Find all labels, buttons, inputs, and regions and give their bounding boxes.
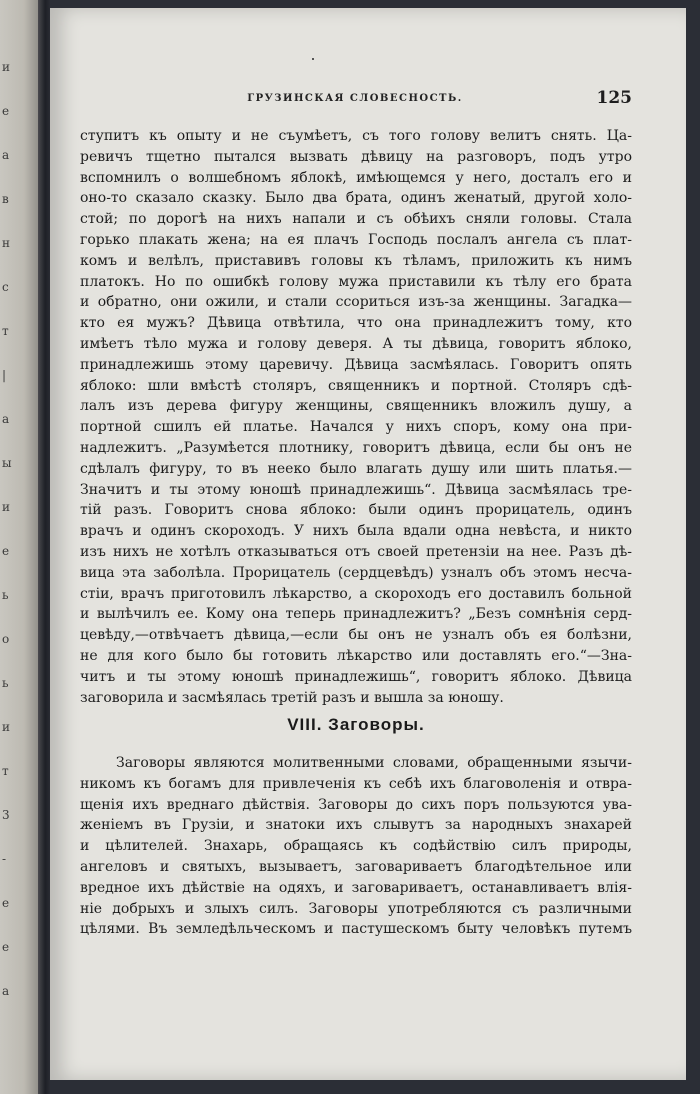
left-page-fragment: | [2, 368, 7, 382]
print-speck [312, 58, 314, 60]
text-line: не для кого было бы готовить лѣкарство или доставлять его.“—Зна- [80, 647, 632, 664]
text-line: портной сшилъ ей платье. Начался у нихъ споръ, кому она при- [80, 419, 632, 436]
left-page-fragment: е [2, 544, 10, 558]
left-page-fragment: и [2, 720, 10, 734]
left-page-fragment: е [2, 896, 10, 910]
book-page [50, 8, 686, 1080]
text-line: тій разъ. Говоритъ снова яблоко: были одинъ прорицатель, одинъ [80, 502, 632, 519]
text-line: цѣлями. Въ земледѣльческомъ и пастушескомъ быту человѣкъ путемъ [80, 921, 632, 938]
text-line: платокъ. Но по ошибкѣ голову мужа приставили къ тѣлу его брата [80, 273, 632, 290]
left-page-fragment: е [2, 104, 10, 118]
text-line: имѣетъ тѣло мужа и голову деверя. А ты дѣвица, говоритъ яблоко, [80, 335, 632, 352]
text-line: женіемъ въ Грузіи, и знатоки ихъ слывутъ за народныхъ знахарей [80, 817, 632, 834]
left-page-fragment: а [2, 412, 10, 426]
left-page-fragment: т [2, 764, 9, 778]
page-number: 125 [596, 88, 632, 108]
text-line: и вылѣчилъ ее. Кому она теперь принадлежитъ? „Безъ сомнѣнія серд- [80, 606, 632, 623]
text-line: вица эта заболѣла. Прорицатель (сердцевѣдъ) узналъ объ этомъ несча- [80, 564, 632, 581]
left-page-fragment: - [2, 852, 7, 866]
text-line: заговорила и засмѣялась третій разъ и вышла за юношу. [80, 689, 504, 706]
text-line: вспомнилъ о волшебномъ яблокѣ, имѣющемся у него, досталъ его и [80, 169, 632, 186]
left-page-fragment: и [2, 60, 10, 74]
text-line: комъ и велѣлъ, приставивъ головы къ тѣламъ, приложить къ нимъ [80, 252, 632, 269]
text-line: ступитъ къ опыту и не съумѣетъ, съ того голову велитъ снять. Ца- [80, 128, 632, 144]
text-line: кто ея мужъ? Дѣвица отвѣтила, что она принадлежитъ тому, кто [80, 315, 632, 332]
text-line: горько плакать жена; на ея плачъ Господь послалъ ангела съ плат- [80, 231, 632, 248]
left-page-fragment: ь [2, 588, 9, 602]
text-line: стіи, врачъ приготовилъ лѣкарство, а скороходъ его доставилъ больной [80, 585, 632, 602]
text-line: врачъ и одинъ скороходъ. У нихъ была вдали одна невѣста, и никто [80, 523, 632, 540]
text-line: Значитъ и ты этому юношѣ принадлежишь“. Дѣвица засмѣялась тре- [80, 481, 632, 498]
text-line: цевѣду,—отвѣчаетъ дѣвица,—если бы онъ не узналъ объ ея болѣзни, [80, 627, 632, 644]
text-line: надлежитъ. „Разумѣется плотнику, говоритъ дѣвица, если бы онъ не [80, 439, 632, 456]
text-line: и цѣлителей. Знахарь, обращаясь къ содѣйствію силъ природы, [80, 838, 632, 855]
left-page-fragment: и [2, 500, 10, 514]
book-gutter [38, 0, 50, 1094]
left-page-fragment: а [2, 148, 10, 162]
text-line: оно-то сказало сказку. Было два брата, одинъ женатый, другой холо- [80, 190, 632, 207]
text-line: яблоко: шли вмѣстѣ столяръ, священникъ и портной. Столяръ сдѣ- [80, 377, 632, 394]
text-line: никомъ къ богамъ для привлеченія къ себѣ ихъ благоволенія и отвра- [80, 775, 632, 792]
previous-page-edge [0, 0, 40, 1094]
text-line: и обратно, они ожили, и стали ссориться изъ-за женщины. Загадка— [80, 294, 632, 311]
left-page-fragment: е [2, 940, 10, 954]
text-line: щенія ихъ вреднаго дѣйствія. Заговоры до сихъ поръ пользуются ува- [80, 796, 632, 813]
text-line: ангеловъ и святыхъ, вызываетъ, заговариваетъ благодѣтельное или [80, 858, 632, 875]
text-line: ніе добрыхъ и злыхъ силъ. Заговоры употребляются съ различными [80, 900, 632, 917]
running-title: ГРУЗИНСКАЯ СЛОВЕСНОСТЬ. [247, 93, 463, 104]
text-line: принадлежишь этому царевичу. Дѣвица засмѣялась. Говоритъ опять [80, 356, 632, 373]
text-line: вредное ихъ дѣйствіе на одяхъ, и заговариваетъ, останавливаетъ влія- [80, 879, 632, 896]
left-page-fragment: т [2, 324, 9, 338]
text-line: сдѣлалъ фигуру, то въ нееко было влагать душу или шить платья.— [80, 460, 632, 477]
left-page-fragment: 3 [2, 808, 10, 822]
left-page-fragment: ы [2, 456, 12, 470]
left-page-fragment: а [2, 984, 10, 998]
text-line: изъ нихъ не хотѣлъ отказываться отъ своей претензіи на нее. Разъ дѣ- [80, 543, 632, 560]
section-heading: VIII. Заговоры. [287, 715, 425, 734]
text-line: лалъ изъ дерева фигуру женщины, священникъ вложилъ душу, а [80, 398, 632, 415]
text-line: ревичъ тщетно пытался вызвать дѣвицу на разговоръ, подъ утро [80, 148, 632, 165]
left-page-fragment: н [2, 236, 10, 250]
section-paragraph [80, 753, 632, 940]
text-line: читъ и ты этому юношѣ принадлежишь“, говоритъ яблоко. Дѣвица [80, 668, 632, 685]
text-line: Заговоры являются молитвенными словами, обращенными язычи- [116, 755, 632, 771]
left-page-fragment: ь [2, 676, 9, 690]
left-page-fragment: о [2, 632, 10, 646]
text-line: стой; по дорогѣ на нихъ напали и съ обѣихъ сняли головы. Стала [80, 211, 632, 228]
body-paragraph [80, 126, 632, 708]
left-page-fragment: с [2, 280, 9, 294]
left-page-fragment: в [2, 192, 9, 206]
